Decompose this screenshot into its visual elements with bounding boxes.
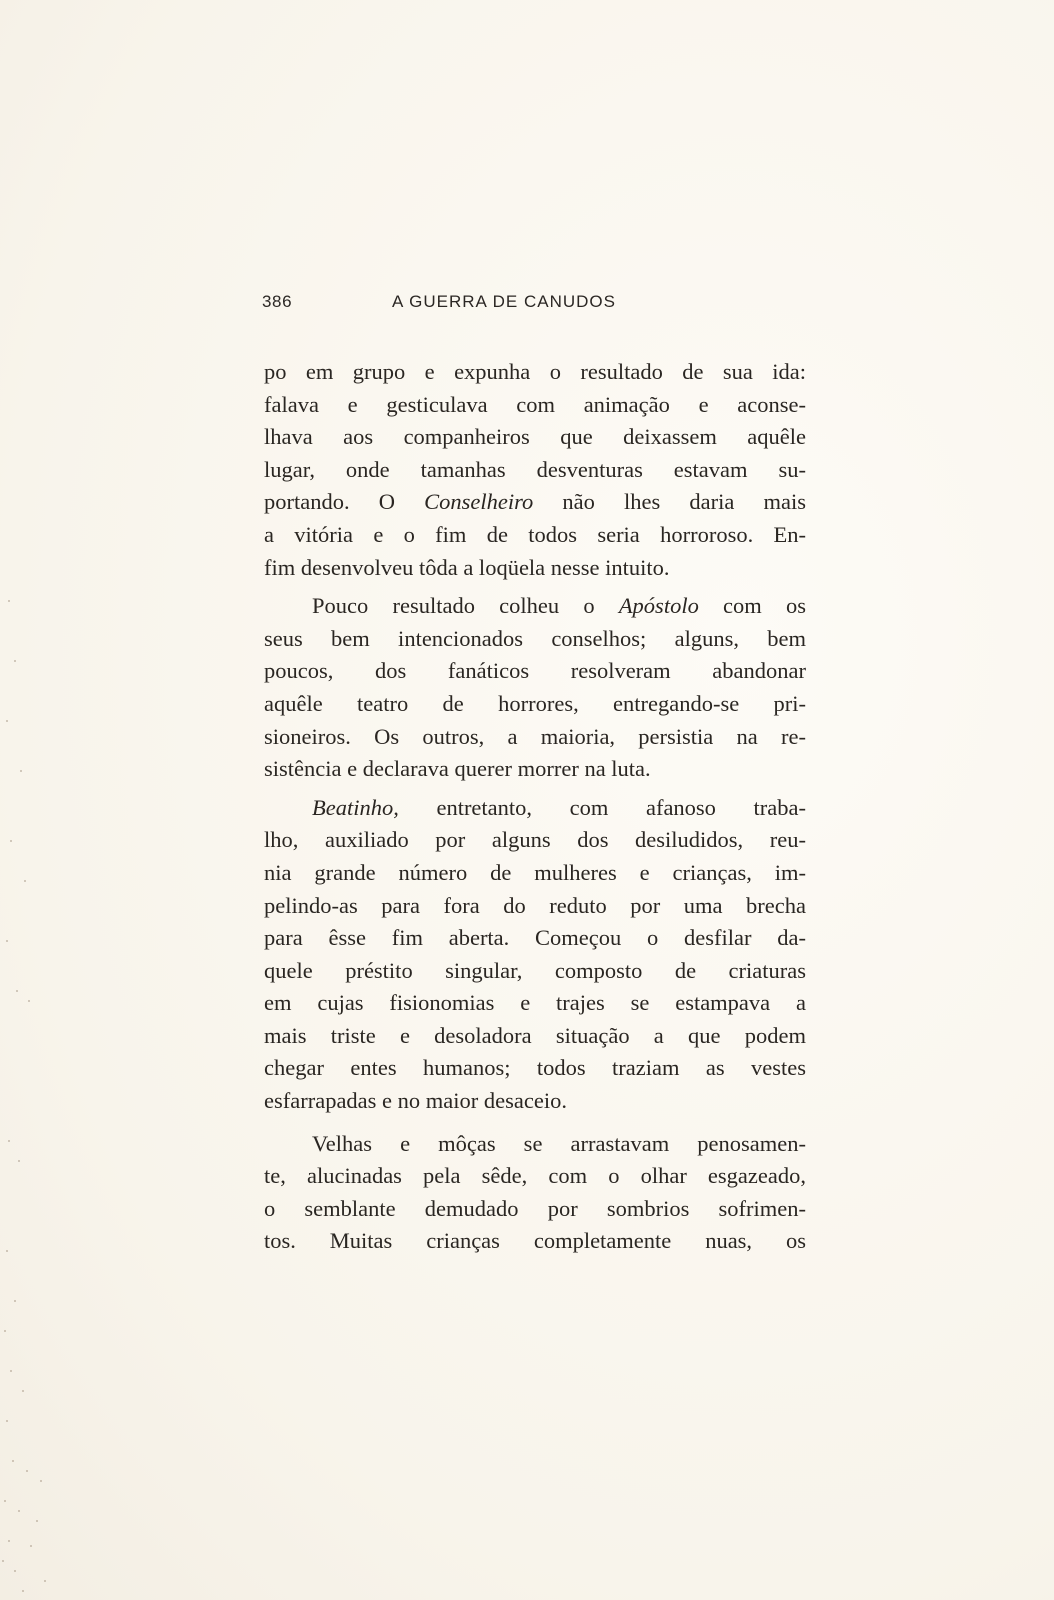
paper-speck [20, 770, 22, 772]
text-line: po em grupo e expunha o resultado de sua ida: [264, 359, 806, 384]
text-line: pelindo-as para fora do reduto por uma brecha [264, 892, 806, 918]
text-line: quele préstito singular, composto de criaturas [264, 957, 806, 983]
text-line: nia grande número de mulheres e crianças, im- [264, 859, 806, 885]
paper-speck [30, 1545, 32, 1547]
paper-speck [8, 1140, 10, 1142]
text-line: portando. O Conselheiro não lhes daria mais [264, 489, 806, 515]
paper-speck [40, 1480, 42, 1482]
paper-speck [12, 1460, 14, 1462]
paper-speck [44, 1580, 46, 1582]
text-line: Pouco resultado colheu o Apóstolo com os [312, 593, 806, 619]
text-line: lhava aos companheiros que deixassem aquêle [264, 424, 806, 450]
paragraph [264, 590, 806, 786]
paper-speck [22, 1390, 24, 1392]
paper-speck [10, 1370, 12, 1372]
paper-speck [16, 990, 18, 992]
paper-speck [22, 1590, 24, 1592]
running-title: A GUERRA DE CANUDOS [392, 292, 616, 311]
page-number: 386 [262, 292, 293, 311]
paper-speck [18, 1510, 20, 1512]
paper-speck [14, 1300, 16, 1302]
paper-speck [36, 1520, 38, 1522]
page-header [262, 292, 682, 316]
paper-speck [26, 1470, 28, 1472]
text-line: te, alucinadas pela sêde, com o olhar esgazeado, [264, 1163, 806, 1189]
body-text [264, 356, 806, 1258]
text-line: lugar, onde tamanhas desventuras estavam su- [264, 456, 806, 482]
text-line: poucos, dos fanáticos resolveram abandonar [264, 658, 806, 684]
paper-speck [6, 720, 8, 722]
text-line: lho, auxiliado por alguns dos desiludidos, reu- [264, 827, 806, 853]
text-line: sioneiros. Os outros, a maioria, persistia na re- [264, 723, 806, 749]
paragraph [264, 1128, 806, 1258]
italic-term: Conselheiro [424, 489, 534, 515]
text-line: Beatinho, entretanto, com afanoso traba- [312, 794, 806, 820]
paper-speck [6, 1420, 8, 1422]
paper-speck [14, 1570, 16, 1572]
paragraph-gap [264, 1118, 806, 1128]
paper-speck [24, 880, 26, 882]
text-line: para êsse fim aberta. Começou o desfilar da- [264, 925, 806, 951]
text-line: chegar entes humanos; todos traziam as vestes [264, 1055, 806, 1081]
paper-speck [8, 1540, 10, 1542]
text-line: tos. Muitas crianças completamente nuas, os [264, 1228, 806, 1254]
paper-speck [28, 1000, 30, 1002]
text-line: mais triste e desoladora situação a que podem [264, 1022, 806, 1048]
paper-speck [6, 1250, 8, 1252]
text-line: a vitória e o fim de todos seria horroroso. En- [264, 521, 806, 547]
text-line: falava e gesticulava com animação e aconse- [264, 391, 806, 417]
text-line: sistência e declarava querer morrer na luta. [264, 756, 651, 782]
paragraph [264, 792, 806, 1118]
text-line: fim desenvolveu tôda a loqüela nesse intuito. [264, 554, 670, 580]
text-line: aquêle teatro de horrores, entregando-se pri- [264, 690, 806, 716]
paper-speck [14, 660, 16, 662]
paper-speck [18, 1160, 20, 1162]
text-line: seus bem intencionados conselhos; alguns, bem [264, 625, 806, 651]
text-line: esfarrapadas e no maior desaceio. [264, 1088, 567, 1114]
text-line: Velhas e môças se arrastavam penosamen- [312, 1130, 806, 1156]
paper-speck [2, 1560, 4, 1562]
paper-speck [6, 940, 8, 942]
paper-speck [4, 1500, 6, 1502]
paragraph [264, 356, 806, 584]
text-line: em cujas fisionomias e trajes se estampava a [264, 990, 806, 1016]
text-line: o semblante demudado por sombrios sofrimen- [264, 1195, 806, 1221]
paper-speck [8, 600, 10, 602]
paper-speck [4, 1330, 6, 1332]
italic-term: Apóstolo [618, 593, 699, 619]
paper-speck [10, 840, 12, 842]
italic-term: Beatinho, [312, 794, 399, 820]
